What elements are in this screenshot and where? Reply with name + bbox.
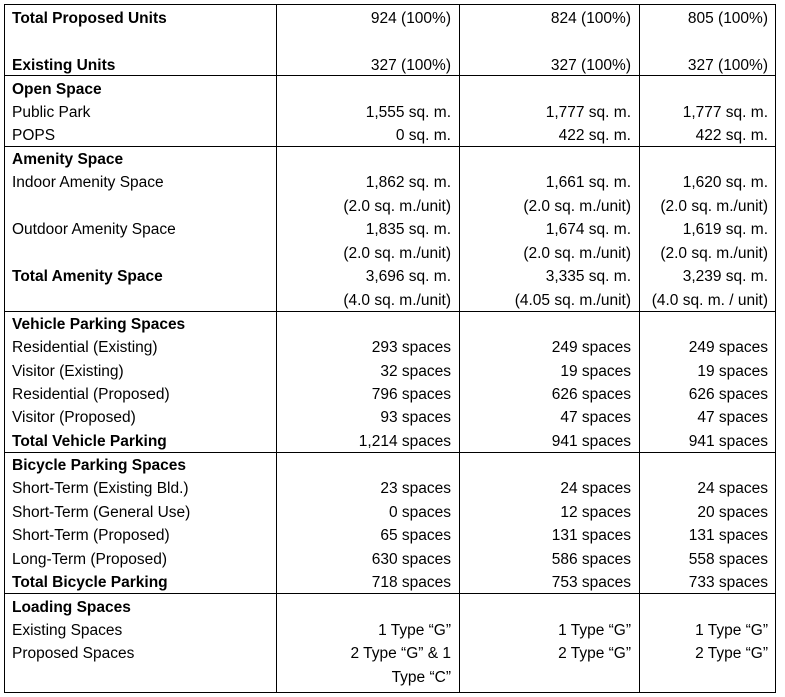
row-value-col-1: 630 spaces [371,551,451,568]
row-value-col-3: (4.0 sq. m. / unit) [651,292,768,309]
row-value-col-1: 718 spaces [371,574,451,591]
row-label: Proposed Spaces [12,645,135,662]
row-value-col-3: 805 (100%) [687,10,768,27]
row-value-col-1: (2.0 sq. m./unit) [343,245,451,262]
row-value-col-3: 1,620 sq. m. [682,174,768,191]
row-label: Existing Spaces [12,622,123,639]
row-value-col-2: 1 Type “G” [558,622,631,639]
row-label: Visitor (Proposed) [12,409,136,426]
row-label: Total Proposed Units [12,10,167,27]
row-value-col-2: 824 (100%) [550,10,631,27]
row-label: Long-Term (Proposed) [12,551,168,568]
row-value-col-3: 24 spaces [697,480,768,497]
row-value-col-3: 626 spaces [688,386,768,403]
row-value-col-3: 941 spaces [688,433,768,450]
row-label: Visitor (Existing) [12,363,124,380]
row-value-col-2: (2.0 sq. m./unit) [523,245,631,262]
row-label: Short-Term (Existing Bld.) [12,480,189,497]
table-horizontal-rule [4,4,776,5]
row-value-col-2: 1,674 sq. m. [545,221,631,238]
statistics-table [4,4,776,692]
row-value-col-2: 753 spaces [551,574,631,591]
row-value-col-3: 1,777 sq. m. [682,104,768,121]
row-value-col-1: 1,835 sq. m. [365,221,451,238]
row-value-col-1: 3,696 sq. m. [365,268,451,285]
row-value-col-2: 3,335 sq. m. [545,268,631,285]
row-value-col-3: 327 (100%) [687,57,768,74]
row-value-col-3: 733 spaces [688,574,768,591]
row-value-col-2: 422 sq. m. [558,127,631,144]
row-value-col-1: 924 (100%) [370,10,451,27]
row-label: Short-Term (Proposed) [12,527,170,544]
row-value-col-1: 65 spaces [380,527,451,544]
row-value-col-1: 0 spaces [388,504,451,521]
row-label: Outdoor Amenity Space [12,221,176,238]
row-value-col-2: 2 Type “G” [558,645,631,662]
row-value-col-2: 131 spaces [551,527,631,544]
row-value-col-3: (2.0 sq. m./unit) [660,198,768,215]
row-value-col-1: 2 Type “G” & 1 [350,645,451,662]
row-value-col-2: (2.0 sq. m./unit) [523,198,631,215]
row-value-col-3: 131 spaces [688,527,768,544]
row-value-col-1: 32 spaces [380,363,451,380]
row-value-col-1: 1,862 sq. m. [365,174,451,191]
row-value-col-3: 1 Type “G” [695,622,768,639]
row-value-col-1: 327 (100%) [370,57,451,74]
row-value-col-1: 293 spaces [371,339,451,356]
table-horizontal-rule [4,692,776,693]
row-value-col-3: 1,619 sq. m. [682,221,768,238]
row-value-col-3: 3,239 sq. m. [682,268,768,285]
row-value-col-2: 24 spaces [560,480,631,497]
row-label: Vehicle Parking Spaces [12,316,186,333]
row-value-col-2: 19 spaces [560,363,631,380]
row-label: Total Amenity Space [12,268,163,285]
row-value-col-2: 586 spaces [551,551,631,568]
row-value-col-1: 1 Type “G” [378,622,451,639]
row-value-col-1: (2.0 sq. m./unit) [343,198,451,215]
row-value-col-2: 1,777 sq. m. [545,104,631,121]
row-value-col-2: 249 spaces [551,339,631,356]
row-value-col-2: 941 spaces [551,433,631,450]
row-label: Amenity Space [12,151,124,168]
row-value-col-1: 0 sq. m. [395,127,451,144]
row-label: Bicycle Parking Spaces [12,457,187,474]
row-value-col-2: 626 spaces [551,386,631,403]
row-value-col-2: 1,661 sq. m. [545,174,631,191]
row-label: Short-Term (General Use) [12,504,191,521]
row-value-col-1: 1,214 spaces [358,433,451,450]
row-label: Residential (Existing) [12,339,158,356]
row-value-col-1: Type “C” [391,669,451,686]
row-label: Existing Units [12,57,116,74]
row-label: Public Park [12,104,91,121]
row-value-col-3: 422 sq. m. [695,127,768,144]
row-value-col-3: 20 spaces [697,504,768,521]
row-value-col-1: (4.0 sq. m./unit) [343,292,451,309]
row-value-col-3: 249 spaces [688,339,768,356]
row-value-col-3: 47 spaces [697,409,768,426]
row-label: POPS [12,127,56,144]
row-value-col-2: 327 (100%) [550,57,631,74]
row-value-col-3: (2.0 sq. m./unit) [660,245,768,262]
row-label: Total Bicycle Parking [12,574,168,591]
row-label: Open Space [12,81,102,98]
row-label: Residential (Proposed) [12,386,170,403]
row-value-col-2: 47 spaces [560,409,631,426]
row-label: Indoor Amenity Space [12,174,164,191]
row-value-col-2: (4.05 sq. m./unit) [514,292,631,309]
row-value-col-2: 12 spaces [560,504,631,521]
row-value-col-1: 1,555 sq. m. [365,104,451,121]
row-value-col-1: 796 spaces [371,386,451,403]
row-value-col-1: 93 spaces [380,409,451,426]
row-label: Loading Spaces [12,599,131,616]
row-value-col-3: 558 spaces [688,551,768,568]
row-label: Total Vehicle Parking [12,433,167,450]
row-value-col-3: 19 spaces [697,363,768,380]
row-value-col-3: 2 Type “G” [695,645,768,662]
row-value-col-1: 23 spaces [380,480,451,497]
